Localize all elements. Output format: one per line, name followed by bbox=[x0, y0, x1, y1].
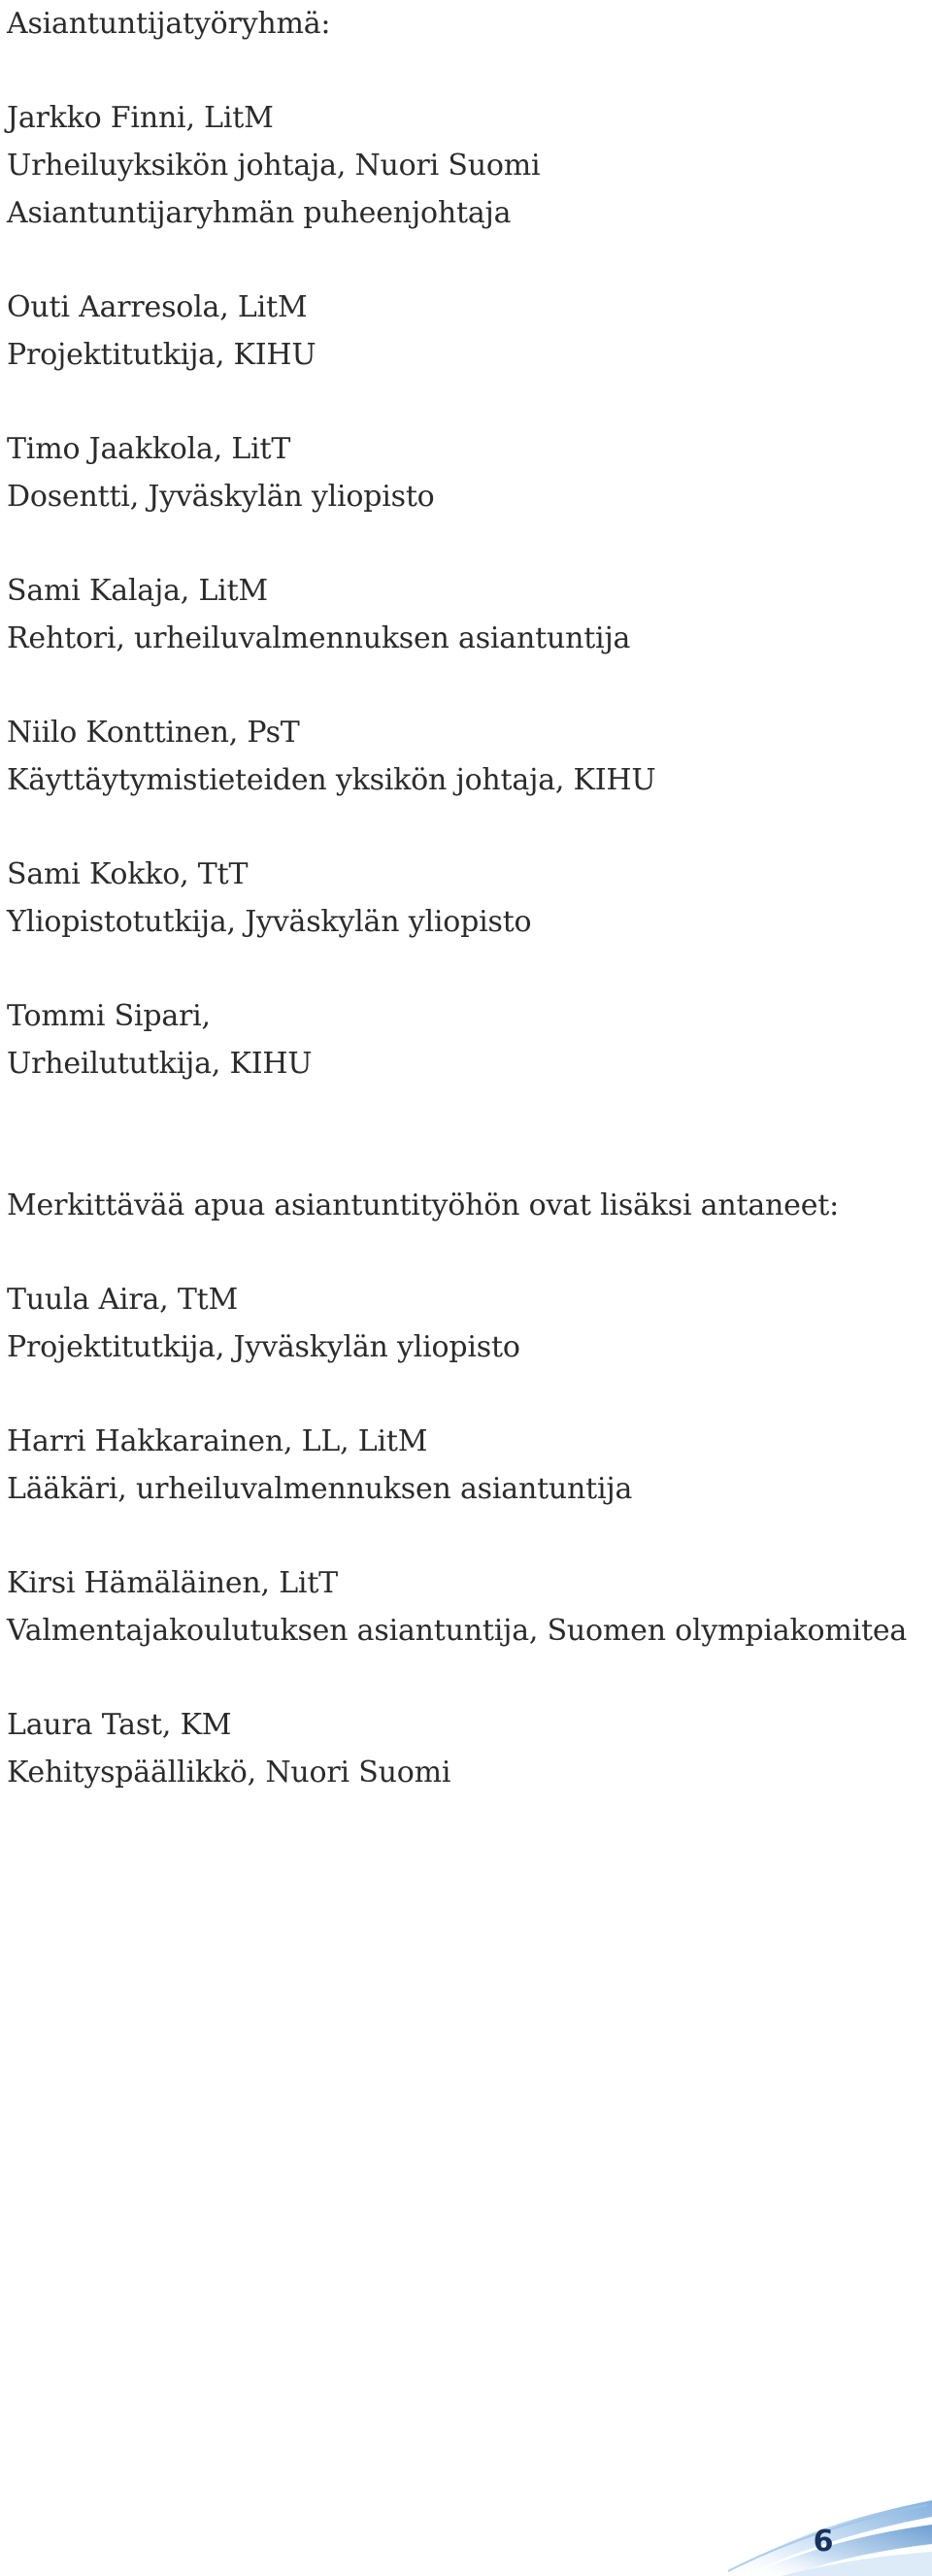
contributor-entry bbox=[7, 1418, 919, 1513]
document-body bbox=[7, 0, 919, 1796]
spacer bbox=[7, 804, 919, 851]
spacer bbox=[7, 1371, 919, 1418]
spacer bbox=[7, 1513, 919, 1559]
person-title: Projektitutkija, Jyväskylän yliopisto bbox=[7, 1330, 520, 1364]
spacer bbox=[7, 237, 919, 284]
section-heading: Asiantuntijatyöryhmä: bbox=[7, 7, 331, 41]
spacer bbox=[7, 1229, 919, 1276]
expert-group-member bbox=[7, 94, 919, 237]
person-title: Valmentajakoulutuksen asiantuntija, Suomen olympiakomitea bbox=[7, 1614, 908, 1648]
contributor-entry bbox=[7, 1701, 919, 1796]
person-title: Kehityspäällikkö, Nuori Suomi bbox=[7, 1756, 451, 1790]
page-number: 6 bbox=[813, 2525, 834, 2559]
spacer bbox=[7, 1087, 919, 1182]
person-name: Jarkko Finni, LitM bbox=[7, 101, 274, 135]
spacer bbox=[7, 1655, 919, 1701]
person-title: Projektitutkija, KIHU bbox=[7, 338, 316, 372]
person-title: Asiantuntijaryhmän puheenjohtaja bbox=[7, 196, 512, 230]
person-title: Urheiluyksikön johtaja, Nuori Suomi bbox=[7, 149, 541, 183]
person-title: Käyttäytymistieteiden yksikön johtaja, KIHU bbox=[7, 763, 656, 797]
person-name: Harri Hakkarainen, LL, LitM bbox=[7, 1424, 428, 1458]
spacer bbox=[7, 662, 919, 709]
person-title: Yliopistotutkija, Jyväskylän yliopisto bbox=[7, 905, 532, 939]
expert-group-member bbox=[7, 992, 919, 1087]
spacer bbox=[7, 48, 919, 94]
person-title: Lääkäri, urheiluvalmennuksen asiantuntija bbox=[7, 1472, 633, 1506]
person-name: Timo Jaakkola, LitT bbox=[7, 432, 291, 466]
person-name: Tuula Aira, TtM bbox=[7, 1283, 239, 1317]
person-name: Sami Kokko, TtT bbox=[7, 857, 249, 891]
expert-group-member bbox=[7, 567, 919, 662]
spacer bbox=[7, 946, 919, 992]
person-title: Urheilututkija, KIHU bbox=[7, 1047, 313, 1081]
contributor-entry bbox=[7, 1559, 919, 1655]
person-name: Niilo Konttinen, PsT bbox=[7, 716, 300, 750]
person-name: Sami Kalaja, LitM bbox=[7, 574, 268, 608]
person-name: Outi Aarresola, LitM bbox=[7, 290, 308, 324]
person-title: Rehtori, urheiluvalmennuksen asiantuntija bbox=[7, 621, 631, 655]
person-name: Kirsi Hämäläinen, LitT bbox=[7, 1566, 338, 1600]
expert-group-list bbox=[7, 94, 919, 1087]
contributors-heading: Merkittävää apua asiantuntityöhön ovat lisäksi antaneet: bbox=[7, 1188, 840, 1222]
expert-group-member bbox=[7, 851, 919, 946]
person-name: Laura Tast, KM bbox=[7, 1708, 232, 1742]
spacer bbox=[7, 520, 919, 567]
expert-group-member bbox=[7, 284, 919, 379]
person-title: Dosentti, Jyväskylän yliopisto bbox=[7, 480, 435, 514]
contributors-list bbox=[7, 1276, 919, 1796]
contributor-entry bbox=[7, 1276, 919, 1371]
person-name: Tommi Sipari, bbox=[7, 999, 211, 1033]
spacer bbox=[7, 379, 919, 425]
expert-group-member bbox=[7, 709, 919, 804]
expert-group-member bbox=[7, 425, 919, 520]
